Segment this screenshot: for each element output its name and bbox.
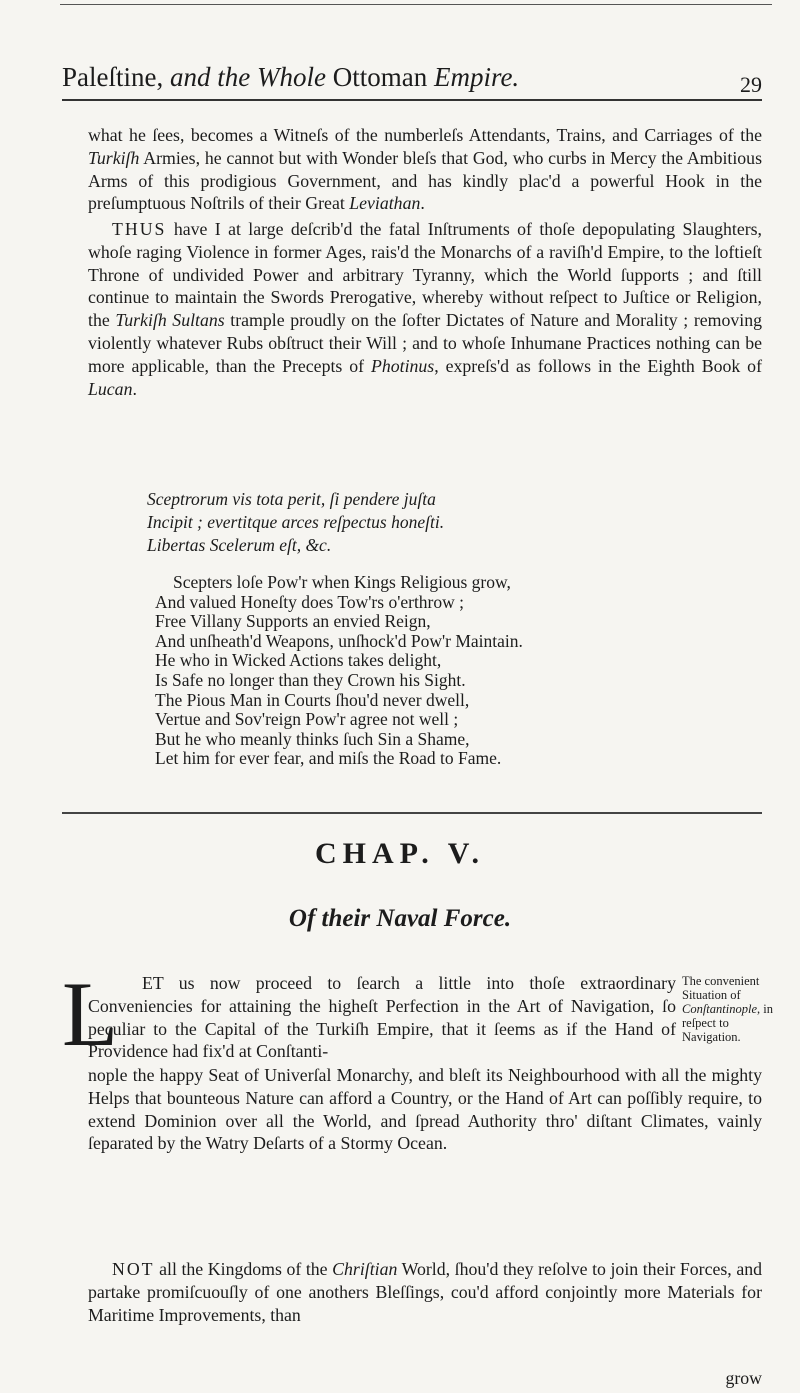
verse-line: Scepters loſe Pow'r when Kings Religious grow, <box>173 572 511 592</box>
english-verse <box>155 573 715 769</box>
latin-line: Libertas Scelerum eſt, &c. <box>147 535 332 555</box>
top-edge-rule <box>60 4 772 5</box>
chapter-heading: CHAP. V. <box>315 837 485 870</box>
chapter-subtitle: Of their Naval Force. <box>288 905 512 932</box>
catchword: grow <box>725 1368 762 1388</box>
verse-line: Is Safe no longer than they Crown his Sight. <box>155 669 466 690</box>
margin-note: The convenient Situation of Conſtantinople, in reſpect to Navigation. <box>682 974 773 1044</box>
paragraph-witness: what he ſees, becomes a Witneſs of the numberleſs Attendants, Trains, and Carriages of the Turkiſh Armies, he cannot but with Wonder bleſs that God, who curbs in Mercy the Ambitious Arms of this prodigious Government, and has kindly plac'd a powerful Hook in the preſumptuous Noſtrils of their Great Leviathan. <box>88 125 762 214</box>
latin-line: Incipit ; evertitque arces reſpectus honeſti. <box>147 512 445 532</box>
drop-cap: L <box>62 963 119 1065</box>
verse-line: But he who meanly thinks ſuch Sin a Shame, <box>155 728 470 749</box>
paragraph-thus: THUS have I at large deſcrib'd the fatal Inſtruments of thoſe depopulating Slaughters, whoſe raging Violence in former Ages, rais'd the Monarchs of a raviſh'd Empire, to the loftieſt Throne of undivided Power and arbitrary Tyranny, which the World ſupports ; and ſtill continue to maintain the Swords Prerogative, whereby without reſpect to Juſtice or Religion, the Turkiſh Sultans trample proudly on the ſofter Dictates of Nature and Morality ; removing violently whatever Rubs obſtruct their Will ; and to whoſe Inhumane Practices nothing can be more applicable, than the Precepts of Photinus, expreſs'd as follows in the Eighth Book of Lucan. <box>88 219 762 399</box>
page-number: 29 <box>740 72 762 97</box>
running-title <box>62 62 519 93</box>
title-italic: and the Whole <box>169 62 326 92</box>
header-rule <box>62 99 762 101</box>
verse-line: Free Villany Supports an envied Reign, <box>155 611 431 632</box>
paragraph-not-all: NOT all the Kingdoms of the Chriſtian World, ſhou'd they reſolve to join their Forces, and partake promiſcuouſly of one anothers Bleſſings, cou'd afford conjointly more Materials for Maritime Improvements, than <box>88 1259 763 1325</box>
latin-quotation <box>147 488 567 557</box>
verse-line: Vertue and Sov'reign Pow'r agree not well ; <box>155 709 459 730</box>
latin-line: Sceptrorum vis tota perit, ſi pendere juſta <box>147 489 436 509</box>
section-rule <box>62 812 762 814</box>
title-part-2: Ottoman <box>325 62 434 92</box>
verse-line: Let him for ever fear, and miſs the Road to Fame. <box>155 748 502 769</box>
verse-line: The Pious Man in Courts ſhou'd never dwell, <box>155 689 470 710</box>
running-header <box>62 62 762 100</box>
title-italic-2: Empire. <box>433 62 520 92</box>
chapter-opening-text: ET us now proceed to ſearch a little into thoſe extraordinary Conveniencies for attaining the higheſt Perfection in the Art of Navigation, ſo peculiar to the Capital of the Turkiſh Empire, that it ſeems as if the Hand of Providence had fix'd at Conſtanti- <box>88 973 676 1062</box>
chapter-continuation-text: nople the happy Seat of Univerſal Monarchy, and bleſt its Neighbourhood with all the mighty Helps that bounteous Nature can afford a Country, or the Hand of Art can poſſibly require, to extend Dominion over all the World, and ſpread Authority thro' diſtant Climates, vainly ſeparated by the Watry Deſarts of a Stormy Ocean. <box>88 1065 762 1154</box>
verse-line: He who in Wicked Actions takes delight, <box>155 650 442 671</box>
verse-line: And valued Honeſty does Tow'rs o'erthrow ; <box>155 591 465 612</box>
verse-line: And unſheath'd Weapons, unſhock'd Pow'r Maintain. <box>155 630 523 651</box>
title-part-1: Paleſtine, <box>62 62 170 92</box>
